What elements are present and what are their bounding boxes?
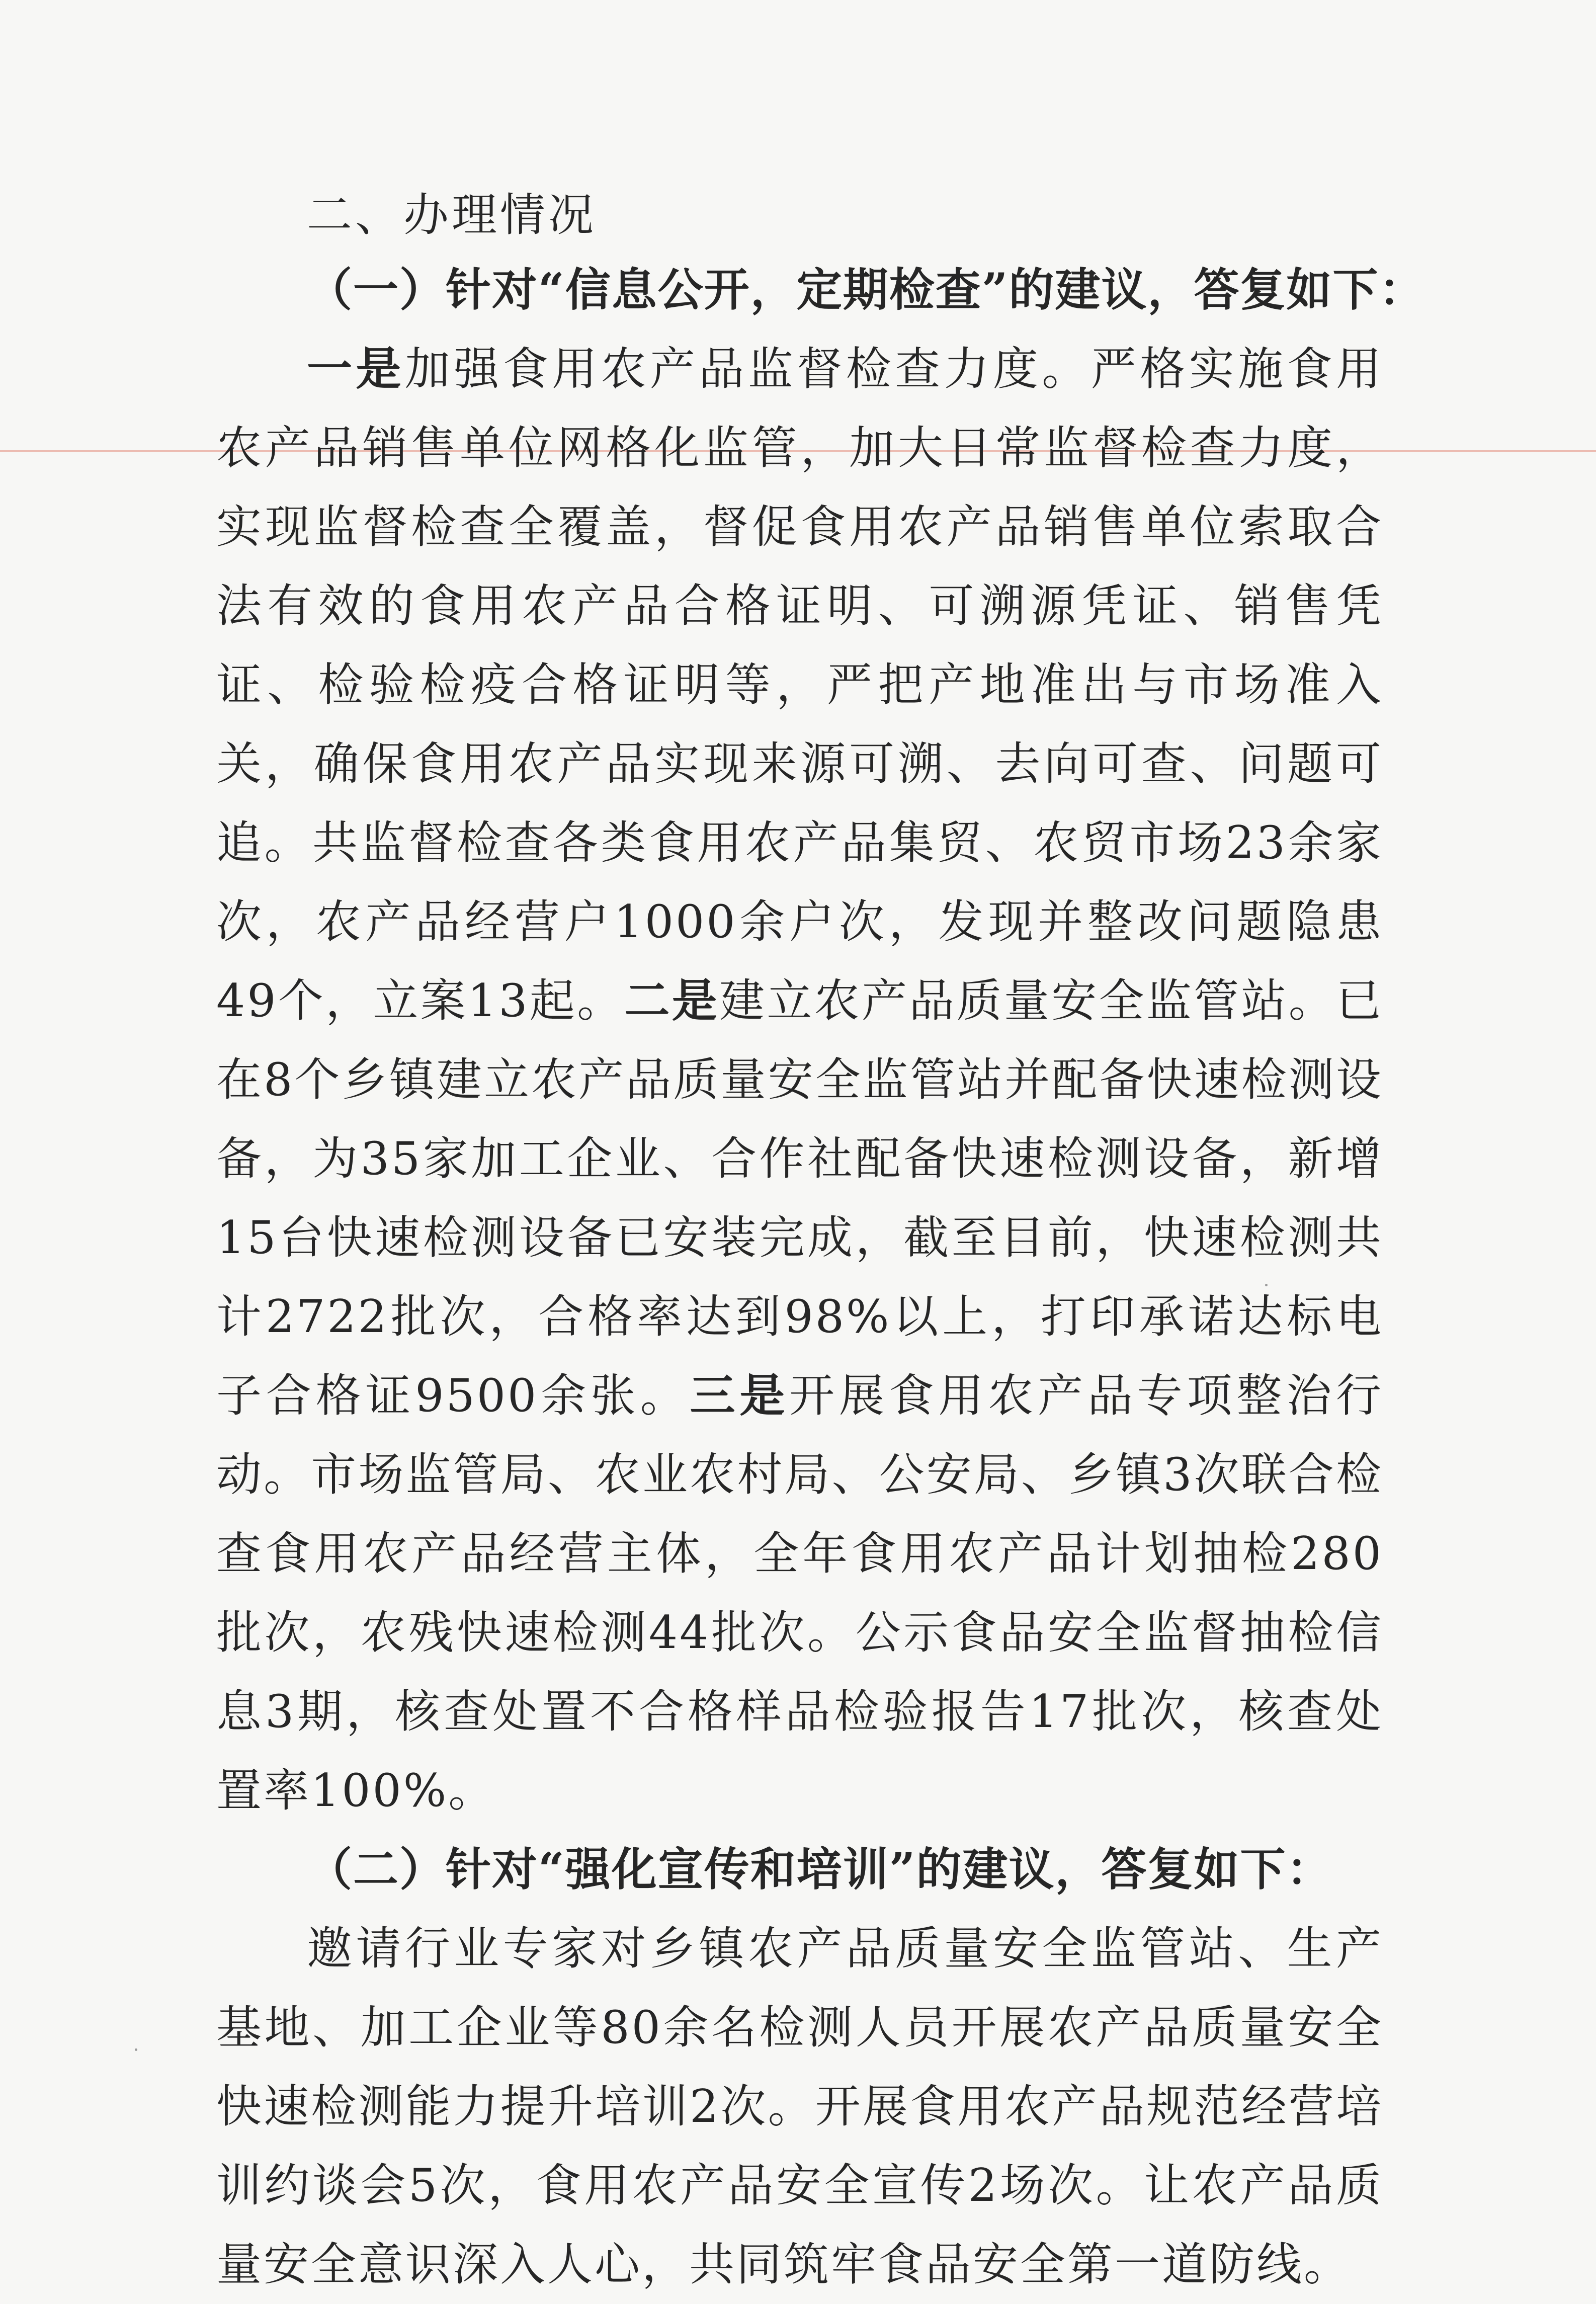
subsection-2-paragraph: 邀请行业专家对乡镇农产品质量安全监管站、生产基地、加工企业等80余名检测人员开展农产品质量安全快速检测能力提升培训2次。开展食用农产品规范经营培训约谈会5次，食用农产品安全宣传2场次。让农产品质量安全意识深入人心，共同筑牢食品安全第一道防线。 [216,1922,1383,2291]
subsection-2-heading: （二）针对“强化宣传和培训”的建议，答复如下： [307,1843,1333,1896]
item-2-text: 建立农产品质量安全监管站。已在8个乡镇建立农产品质量安全监管站并配备快速检测设备，为35家加工企业、合作社配备快速检测设备，新增15台快速检测设备已安装完成，截至目前，快速检测共计2722批次，合格率达到98%以上，打印承诺达标电子合格证9500余张。 [216,974,1384,1422]
section-heading: 二、办理情况 [307,189,597,241]
item-1-lead: 一是 [307,342,405,395]
subsection-1-heading: （一）针对“信息公开，定期检查”的建议，答复如下： [307,263,1425,316]
document-body [216,180,1425,2304]
scan-speck [135,2048,137,2051]
item-1-text: 加强食用农产品监督检查力度。严格实施食用农产品销售单位网格化监管，加大日常监督检查力度，实现监督检查全覆盖，督促食用农产品销售单位索取合法有效的食用农产品合格证明、可溯源凭证、销售凭证、检验检疫合格证明等，严把产地准出与市场准入关，确保食用农产品实现来源可溯、去向可查、问题可追。共监督检查各类食用农产品集贸、农贸市场23余家次，农产品经营户1000余户次，发现并整改问题隐患49个，立案13起。 [216,343,1384,1027]
item-3-lead: 三是 [690,1369,790,1422]
item-3-text: 开展食用农产品专项整治行动。市场监管局、农业农村局、公安局、乡镇3次联合检查食用农产品经营主体，全年食用农产品计划抽检280批次，农残快速检测44批次。公示食品安全监督抽检信息3期，核查处置不合格样品检验报告17批次，核查处置率100%。 [216,1369,1384,1817]
subsection-1-paragraph [216,330,1383,1830]
item-2-lead: 二是 [624,974,720,1027]
scan-speck [1265,1284,1268,1286]
